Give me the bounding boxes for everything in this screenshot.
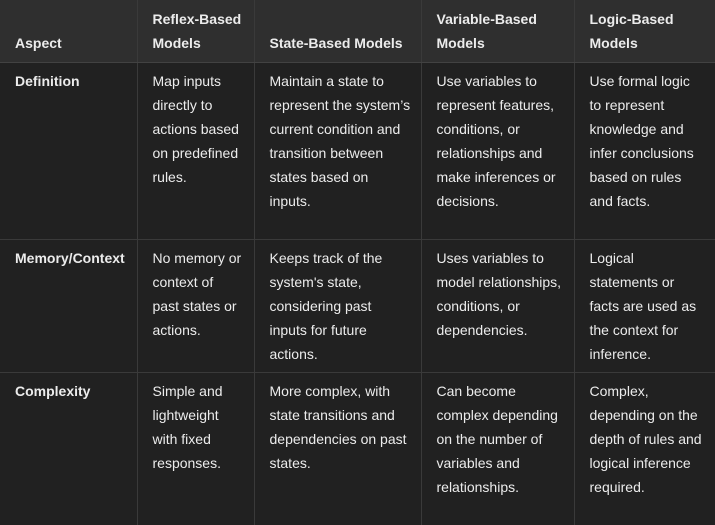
table-cell: Use formal logic to represent knowledge and infer conclusions based on rules and facts. [574, 63, 715, 240]
row-label-complexity: Complexity [0, 373, 137, 525]
table-cell: Use variables to represent features, conditions, or relationships and make inferences or decisions. [421, 63, 574, 240]
row-label-memory-context: Memory/Context [0, 240, 137, 373]
row-label-definition: Definition [0, 63, 137, 240]
table-header-row [0, 0, 715, 63]
table-cell: Keeps track of the system's state, considering past inputs for future actions. [254, 240, 421, 373]
table-cell: Map inputs directly to actions based on predefined rules. [137, 63, 254, 240]
table-cell: Can become complex depending on the number of variables and relationships. [421, 373, 574, 525]
column-header-reflex-based: Reflex-Based Models [137, 0, 254, 63]
table-row-definition [0, 63, 715, 240]
column-header-variable-based: Variable-Based Models [421, 0, 574, 63]
column-header-state-based: State-Based Models [254, 0, 421, 63]
table-cell: Simple and lightweight with fixed responses. [137, 373, 254, 525]
table-cell: Maintain a state to represent the system’s current condition and transition between states based on inputs. [254, 63, 421, 240]
table-cell: No memory or context of past states or actions. [137, 240, 254, 373]
column-header-aspect: Aspect [0, 0, 137, 63]
table-cell: Uses variables to model relationships, conditions, or dependencies. [421, 240, 574, 373]
table-row-memory-context [0, 240, 715, 373]
table-row-complexity [0, 373, 715, 525]
table-cell: More complex, with state transitions and dependencies on past states. [254, 373, 421, 525]
column-header-logic-based: Logic-Based Models [574, 0, 715, 63]
table-cell: Complex, depending on the depth of rules and logical inference required. [574, 373, 715, 525]
table-cell: Logical statements or facts are used as the context for inference. [574, 240, 715, 373]
